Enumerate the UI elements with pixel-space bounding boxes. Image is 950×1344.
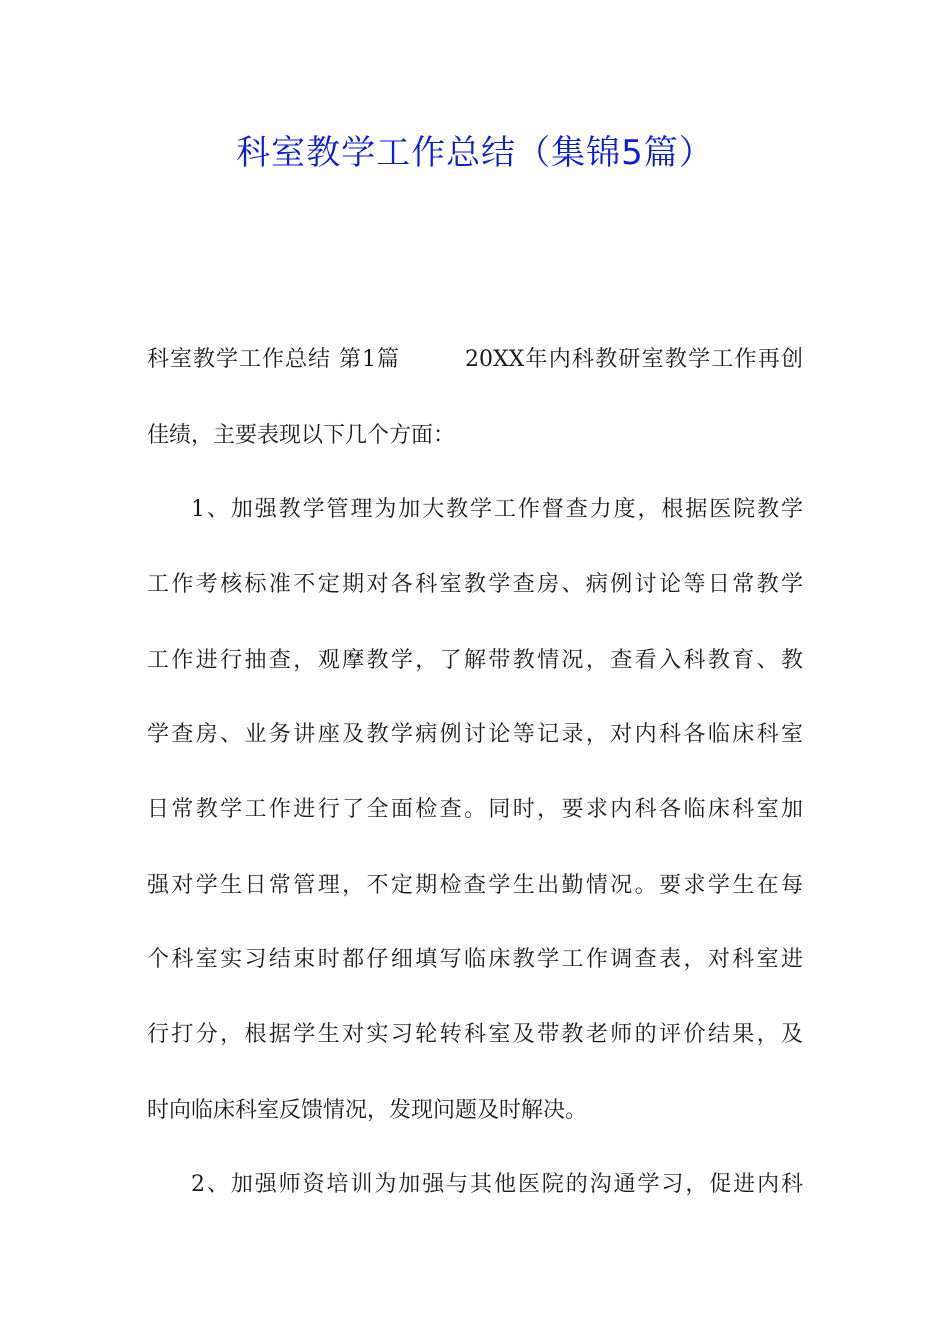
- document-title: 科室教学工作总结（集锦5篇）: [236, 133, 714, 173]
- paragraph-line: 工作进行抽查，观摩教学，了解带教情况，查看入科教育、教: [147, 648, 803, 673]
- paragraph-lead-text: 20XX年内科教研室教学工作再创: [465, 347, 803, 372]
- section-heading: 科室教学工作总结 第1篇: [147, 347, 400, 372]
- paragraph-line: 行打分，根据学生对实习轮转科室及带教老师的评价结果，及: [147, 1022, 803, 1047]
- paragraph-line: 个科室实习结束时都仔细填写临床教学工作调查表，对科室进: [147, 947, 803, 972]
- paragraph-line: [147, 340, 803, 380]
- paragraph-line: 强对学生日常管理，不定期检查学生出勤情况。要求学生在每: [147, 873, 803, 898]
- paragraph-line: 佳绩，主要表现以下几个方面：: [147, 423, 456, 448]
- paragraph-line: 日常教学工作进行了全面检查。同时，要求内科各临床科室加: [147, 797, 803, 822]
- paragraph-line: 1、加强教学管理为加大教学工作督查力度，根据医院教学: [191, 497, 803, 522]
- paragraph-line: 2、加强师资培训为加强与其他医院的沟通学习，促进内科: [191, 1172, 803, 1197]
- paragraph-line: 工作考核标准不定期对各科室教学查房、病例讨论等日常教学: [147, 572, 803, 597]
- paragraph-line: 学查房、业务讲座及教学病例讨论等记录，对内科各临床科室: [147, 722, 803, 747]
- paragraph-line: 时向临床科室反馈情况，发现问题及时解决。: [147, 1098, 588, 1123]
